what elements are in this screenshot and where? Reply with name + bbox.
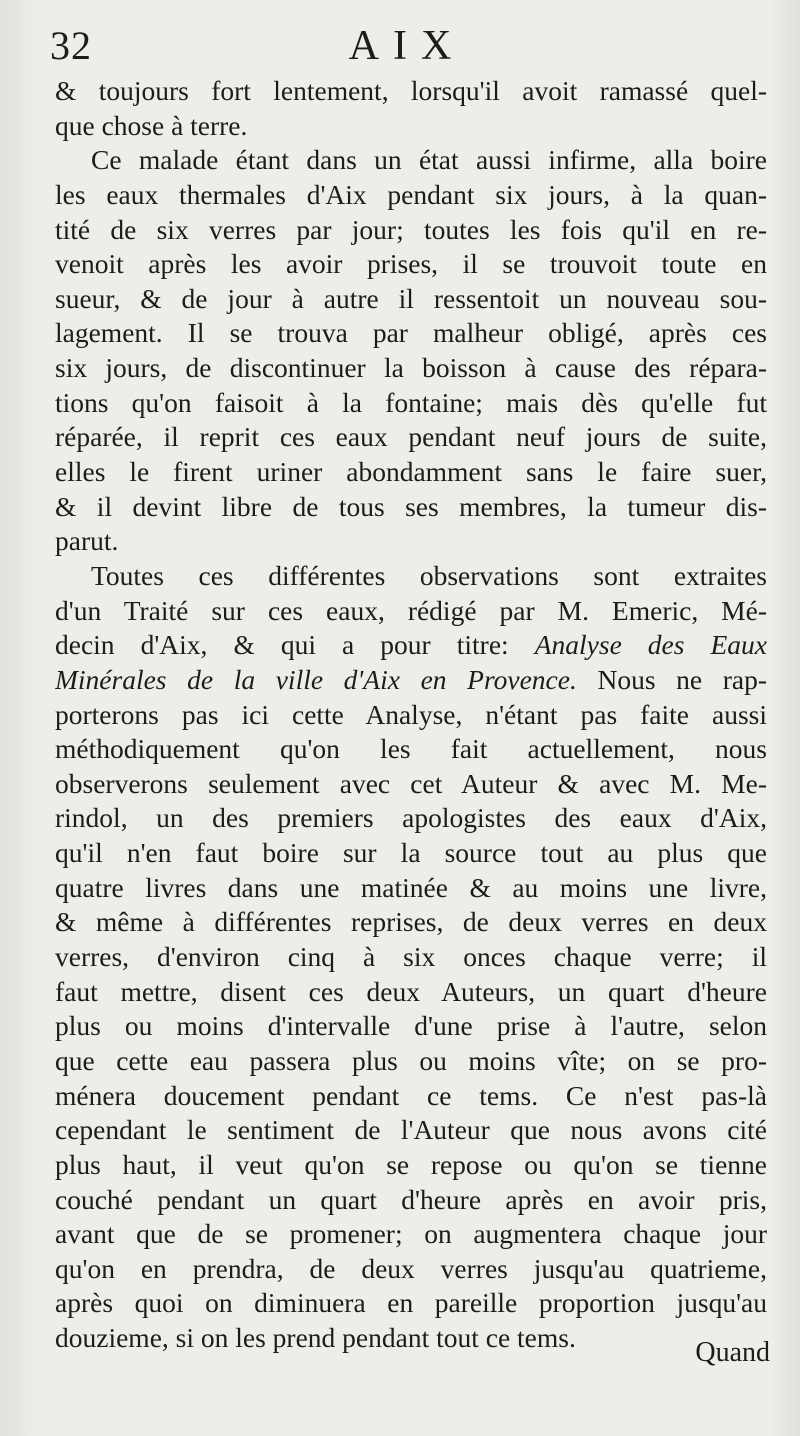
text-line-content: Toutes ces différentes observations sont extraites (91, 559, 767, 591)
text-line (55, 490, 767, 525)
running-head: AIX (348, 23, 466, 69)
text-line (55, 1321, 767, 1356)
text-line (55, 109, 767, 144)
text-line (55, 351, 767, 386)
text-line-content: douzieme, si on les prend pendant tout ce tems. (55, 1322, 576, 1354)
text-line-content: ménera doucement pendant ce tems. Ce n'est pas-là (55, 1079, 767, 1111)
text-line-content: & toujours fort lentement, lorsqu'il avoit ramassé quel- (55, 75, 767, 106)
text-line (55, 1044, 767, 1079)
text-line (55, 1286, 767, 1321)
text-line-content: qu'il n'en faut boire sur la source tout au plus que (55, 837, 767, 869)
text-line (55, 628, 767, 663)
text-line-content: cependant le sentiment de l'Auteur que nous avons cité (55, 1114, 767, 1146)
text-line-content: avant que de se promener; on augmentera chaque jour (55, 1218, 767, 1250)
text-line-content: d'un Traité sur ces eaux, rédigé par M. Emeric, Mé- (55, 594, 767, 626)
text-line-content: réparée, il reprit ces eaux pendant neuf jours de suite, (55, 421, 767, 453)
text-line (55, 801, 767, 836)
text-line-content: les eaux thermales d'Aix pendant six jours, à la quan- (55, 178, 767, 210)
text-line-content: lagement. Il se trouva par malheur obligé, après ces (55, 317, 767, 349)
text-line-content: quatre livres dans une matinée & au moins une livre, (55, 871, 767, 903)
italic-title: Analyse des Eaux (534, 629, 767, 661)
text-line (55, 1148, 767, 1183)
text-line (55, 386, 767, 421)
text-line-content: que cette eau passera plus ou moins vîte; on se pro- (55, 1044, 767, 1076)
text-line (55, 594, 767, 629)
text-line-content: après quoi on diminuera en pareille proportion jusqu'au (55, 1287, 767, 1319)
text-line-content: observerons seulement avec cet Auteur & avec M. Me- (55, 767, 767, 799)
text-line (55, 316, 767, 351)
text-line-content: plus ou moins d'intervalle d'une prise à l'autre, selon (55, 1010, 767, 1042)
text-line (55, 663, 767, 698)
text-line-content: couché pendant un quart d'heure après en avoir pris, (55, 1183, 767, 1215)
text-line (55, 213, 767, 248)
catchword: Quand (695, 1337, 770, 1368)
text-line-content: sueur, & de jour à autre il ressentoit un nouveau sou- (55, 282, 767, 314)
text-line-content: Nous ne rap- (597, 663, 767, 695)
text-line (55, 1183, 767, 1218)
text-line-content: verres, d'environ cinq à six onces chaque verre; il (55, 941, 767, 973)
text-line (55, 905, 767, 940)
text-line (55, 1217, 767, 1252)
text-line-content: decin d'Aix, & qui a pour titre: (55, 629, 509, 661)
text-line-content: tité de six verres par jour; toutes les fois qu'il en re- (55, 213, 767, 245)
text-line-content: & il devint libre de tous ses membres, la tumeur dis- (55, 490, 767, 522)
text-line (55, 559, 767, 594)
text-line (55, 74, 767, 109)
text-line (55, 524, 767, 559)
text-line-content: porterons pas ici cette Analyse, n'étant pas faite aussi (55, 698, 767, 730)
text-line (55, 282, 767, 317)
text-line-content: venoit après les avoir prises, il se trouvoit toute en (55, 248, 767, 280)
text-line (55, 1113, 767, 1148)
text-line-content: rindol, un des premiers apologistes des eaux d'Aix, (55, 802, 767, 834)
text-line-content: faut mettre, disent ces deux Auteurs, un quart d'heure (55, 975, 767, 1007)
text-line (55, 1009, 767, 1044)
text-line (55, 178, 767, 213)
text-line (55, 247, 767, 282)
text-line-content: parut. (55, 525, 119, 557)
text-line (55, 698, 767, 733)
text-line (55, 1252, 767, 1287)
text-line-content: & même à différentes reprises, de deux verres en deux (55, 906, 767, 938)
text-line (55, 975, 767, 1010)
text-line-content: six jours, de discontinuer la boisson à cause des répara- (55, 352, 767, 384)
text-line-content: qu'on en prendra, de deux verres jusqu'au quatrieme, (55, 1252, 767, 1284)
text-line (55, 420, 767, 455)
text-line (55, 767, 767, 802)
text-line-content: que chose à terre. (55, 109, 248, 141)
text-line-content: elles le firent uriner abondamment sans le faire suer, (55, 456, 767, 488)
text-line (55, 455, 767, 490)
text-line (55, 143, 767, 178)
text-line (55, 940, 767, 975)
text-line (55, 1079, 767, 1114)
text-line (55, 871, 767, 906)
text-line-content: méthodiquement qu'on les fait actuellement, nous (55, 733, 767, 765)
text-line (55, 836, 767, 871)
italic-title: Minérales de la ville d'Aix en Provence. (55, 663, 577, 695)
text-line (55, 732, 767, 767)
text-line-content: tions qu'on faisoit à la fontaine; mais dès qu'elle fut (55, 386, 767, 418)
body-text (55, 74, 767, 1356)
text-line-content: plus haut, il veut qu'on se repose ou qu'on se tienne (55, 1148, 767, 1180)
page-number: 32 (50, 23, 92, 68)
text-line-content: Ce malade étant dans un état aussi infirme, alla boire (91, 144, 767, 176)
